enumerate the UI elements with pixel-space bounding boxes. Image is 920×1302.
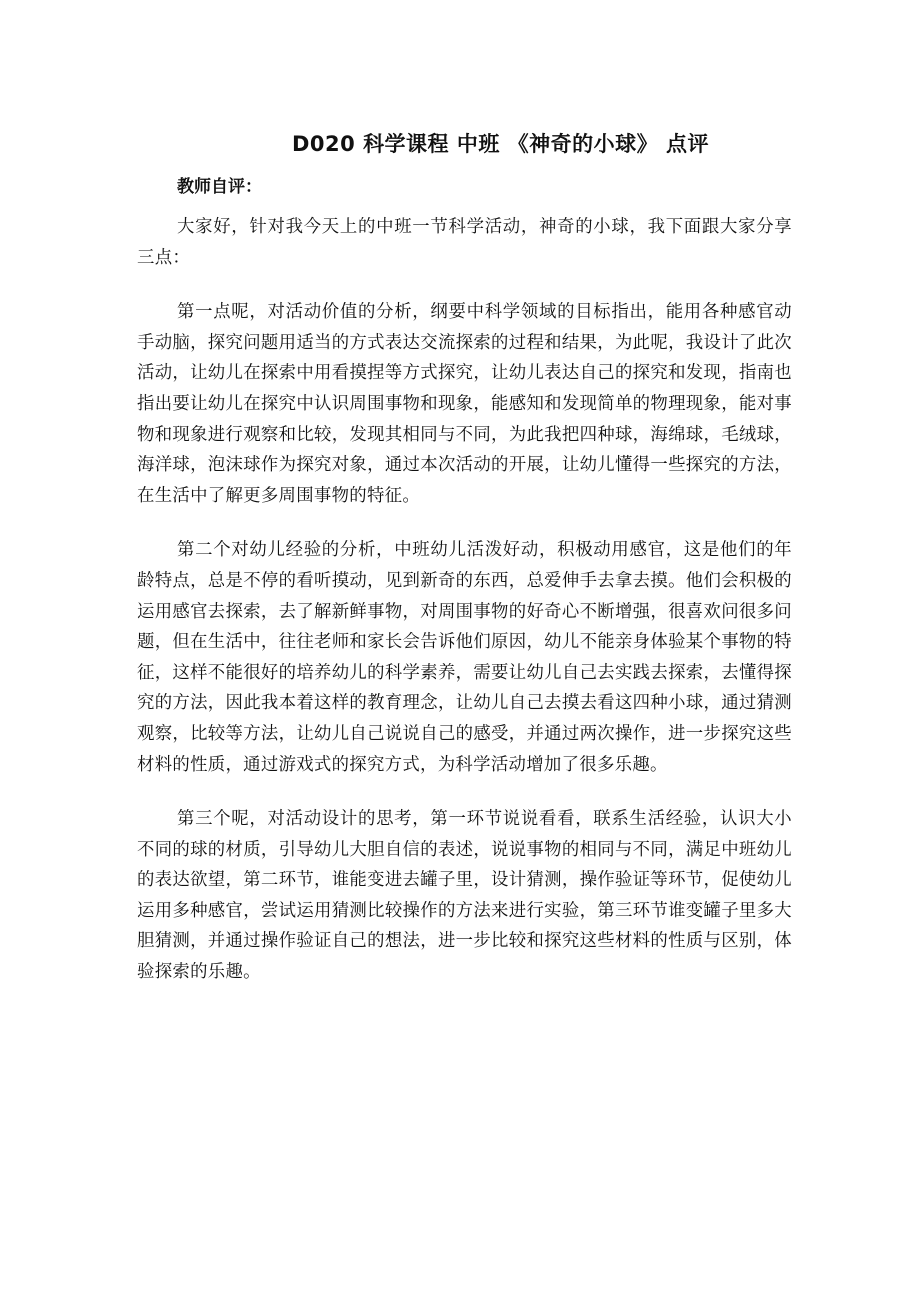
- paragraph-activity-value: 第一点呢，对活动价值的分析，纲要中科学领域的目标指出，能用各种感官动手动脑，探究问题用适当的方式表达交流探索的过程和结果，为此呢，我设计了此次活动，让幼儿在探索中用看摸捏等方式探究，让幼儿表达自己的探究和发现，指南也指出要让幼儿在探究中认识周围事物和现象，能感知和发现简单的物理现象，能对事物和现象进行观察和比较，发现其相同与不同，为此我把四种球，海绵球，毛绒球，海洋球，泡沫球作为探究对象，通过本次活动的开展，让幼儿懂得一些探究的方法，在生活中了解更多周围事物的特征。: [137, 302, 792, 506]
- paragraph-child-experience: 第二个对幼儿经验的分析，中班幼儿活泼好动，积极动用感官，这是他们的年龄特点，总是不停的看听摸动，见到新奇的东西，总爱伸手去拿去摸。他们会积极的运用感官去探索，去了解新鲜事物，对周围事物的好奇心不断增强，很喜欢问很多问题，但在生活中，往往老师和家长会告诉他们原因，幼儿不能亲身体验某个事物的特征，这样不能很好的培养幼儿的科学素养，需要让幼儿自己去实践去探索，去懂得探究的方法，因此我本着这样的教育理念，让幼儿自己去摸去看这四种小球，通过猜测观察，比较等方法，让幼儿自己说说自己的感受，并通过两次操作，进一步探究这些材料的性质，通过游戏式的探究方式，为科学活动增加了很多乐趣。: [137, 540, 792, 775]
- section-heading: 教师自评：: [177, 177, 262, 197]
- paragraph-intro: 大家好，针对我今天上的中班一节科学活动，神奇的小球，我下面跟大家分享三点：: [137, 217, 792, 268]
- paragraph-activity-design: 第三个呢，对活动设计的思考，第一环节说说看看，联系生活经验，认识大小不同的球的材质，引导幼儿大胆自信的表述，说说事物的相同与不同，满足中班幼儿的表达欲望，第二环节，谁能变进去罐子里，设计猜测，操作验证等环节，促使幼儿运用多种感官，尝试运用猜测比较操作的方法来进行实验，第三环节谁变罐子里多大胆猜测，并通过操作验证自己的想法，进一步比较和探究这些材料的性质与区别，体验探索的乐趣。: [137, 809, 792, 983]
- document-title: D020 科学课程 中班 《神奇的小球》 点评: [291, 132, 709, 156]
